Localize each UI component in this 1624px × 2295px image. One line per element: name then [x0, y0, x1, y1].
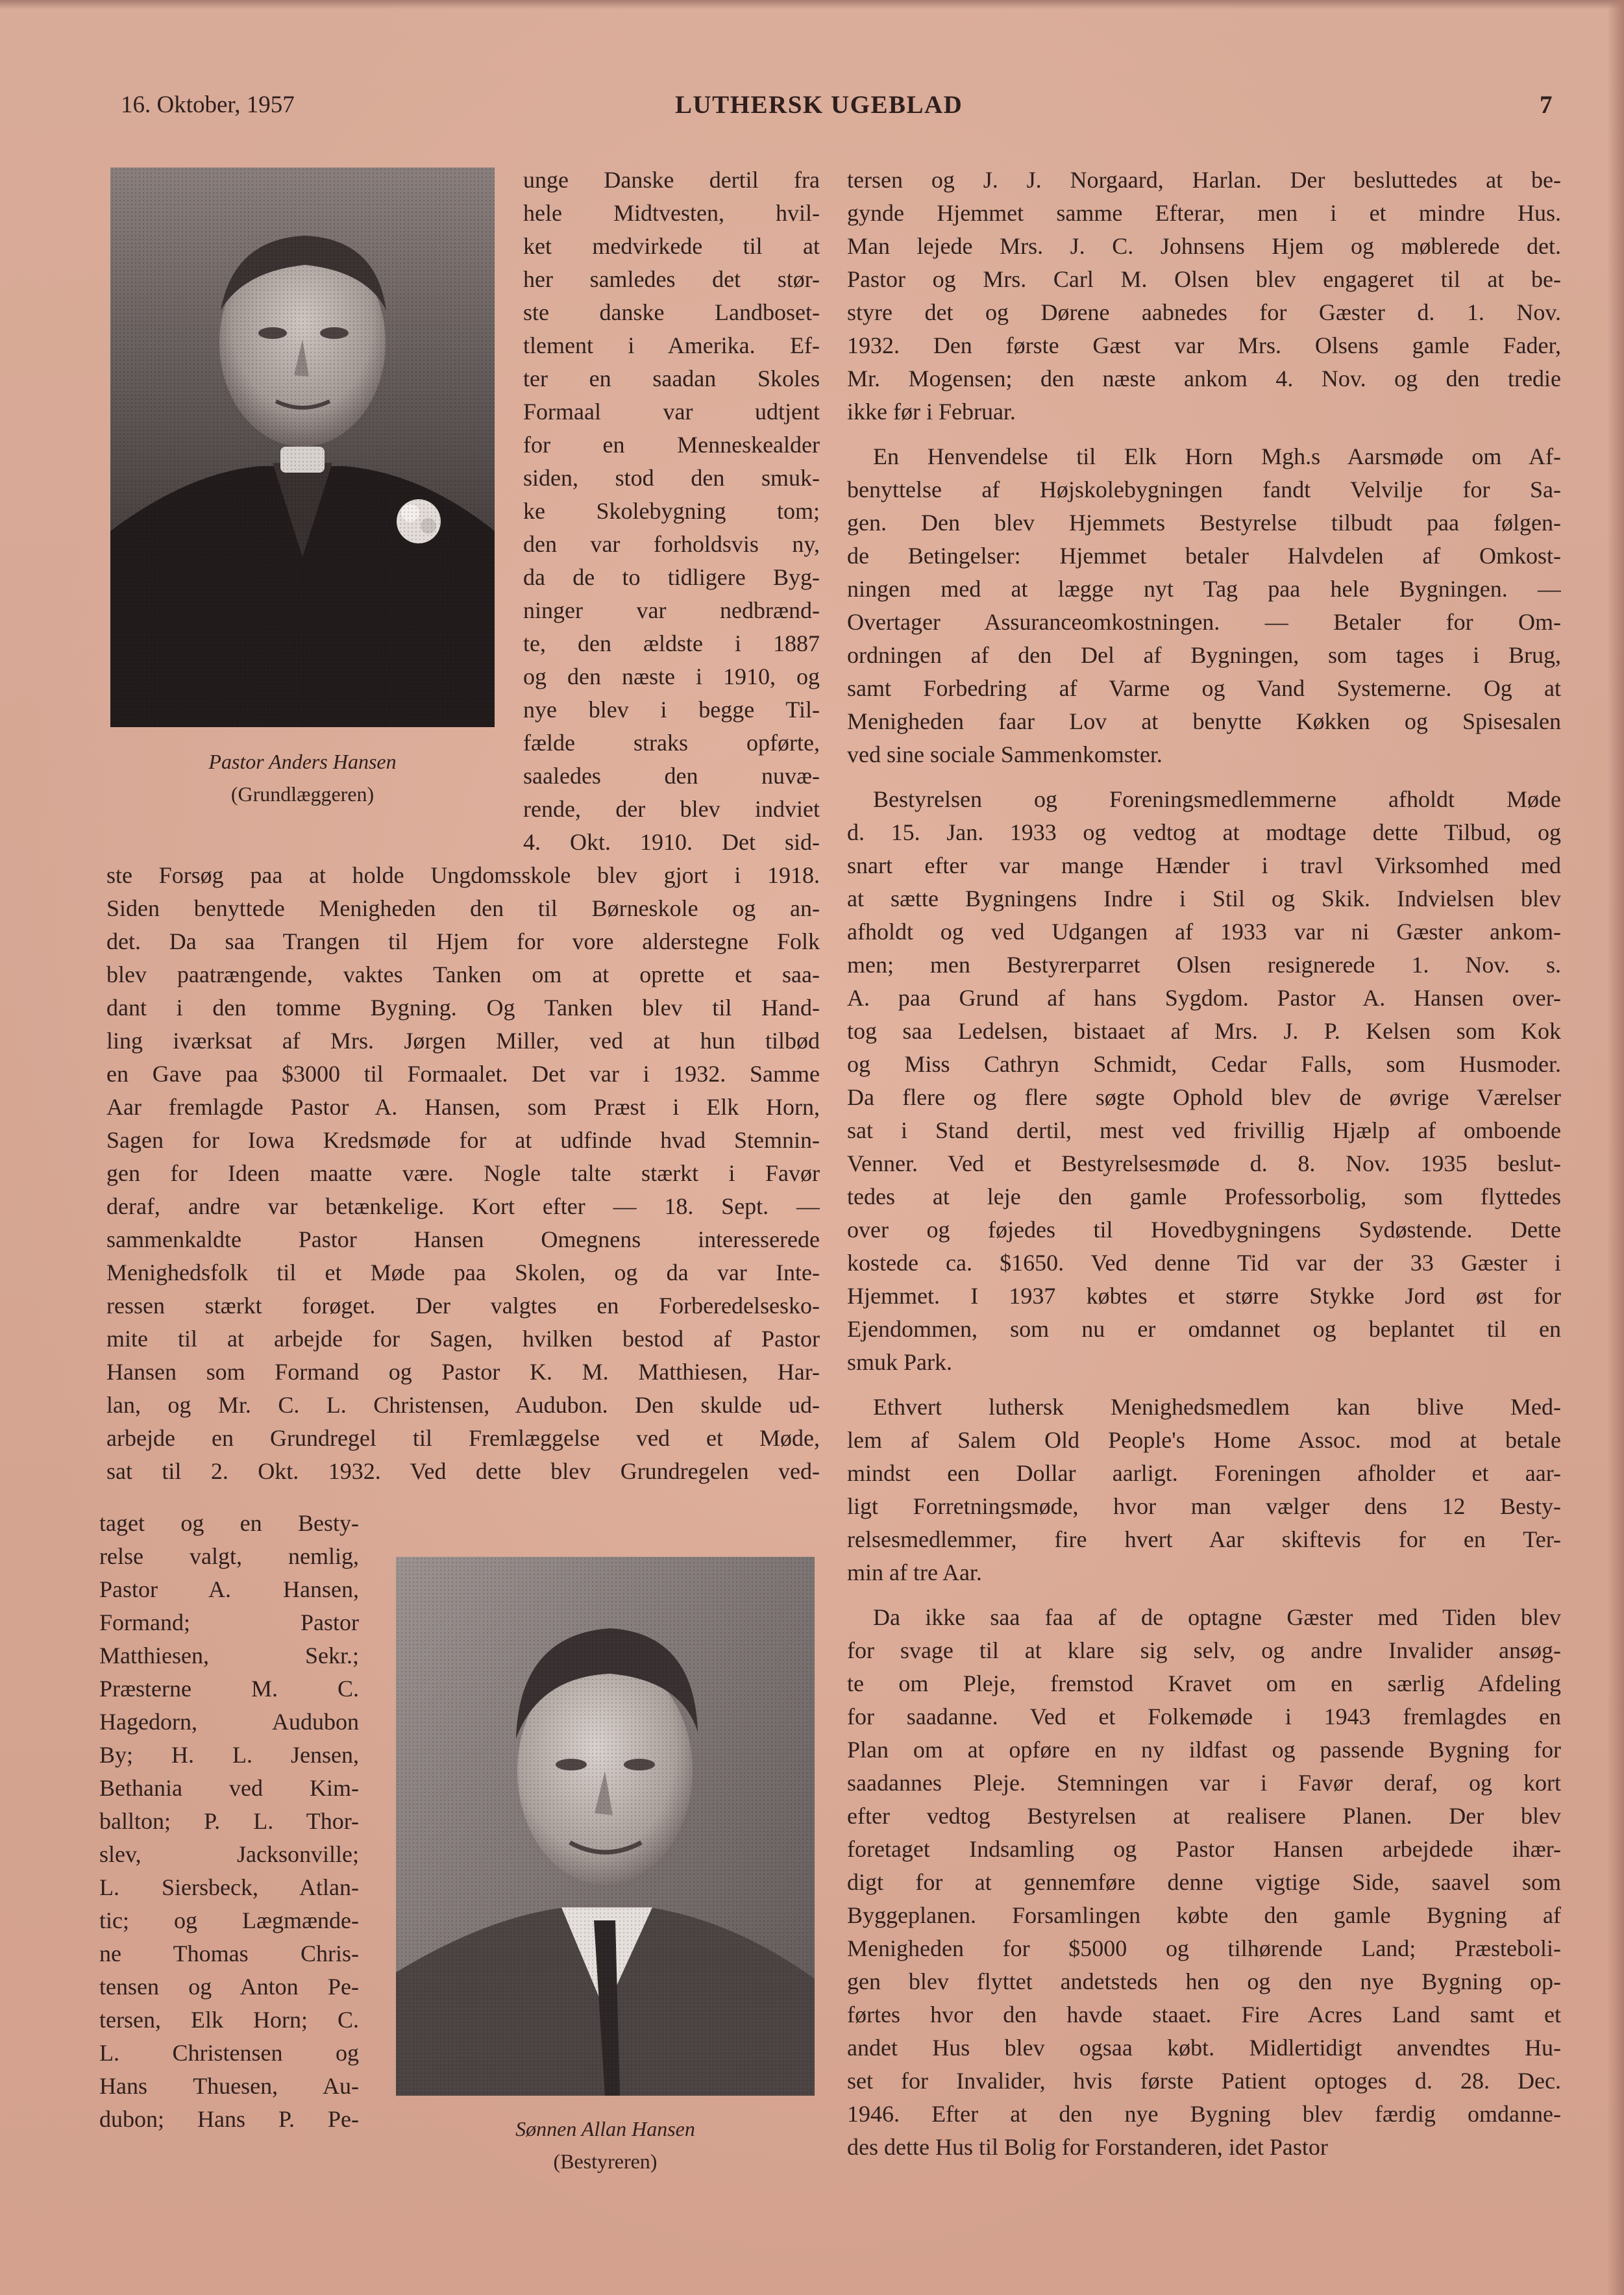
caption-role: (Bestyreren)	[553, 2150, 658, 2173]
portrait-anders-hansen-image	[110, 167, 495, 727]
paragraph	[847, 164, 1561, 428]
text-line: ligt Forretningsmøde, hvor man vælger dens 12 Besty-	[847, 1493, 1561, 1519]
text-line: tlement i Amerika. Ef-	[523, 332, 820, 358]
paragraph-gap	[847, 1589, 1561, 1601]
text-line: ordningen af den Del af Bygningen, som tages i Brug,	[847, 642, 1561, 668]
text-line: dant i den tomme Bygning. Og Tanken blev til Hand-	[106, 995, 820, 1021]
text-line: saaledes den nuvæ-	[523, 763, 820, 789]
text-line: blev paatrængende, vaktes Tanken om at oprette et saa-	[106, 961, 820, 987]
photo-caption-anders-hansen	[110, 745, 495, 810]
text-line: ikke før i Februar.	[847, 399, 1016, 425]
text-line: tersen og J. J. Norgaard, Harlan. Der besluttedes at be-	[847, 167, 1561, 193]
text-line: da de to tidligere Byg-	[523, 564, 820, 590]
text-line: Menigheden faar Lov at benytte Køkken og Spisesalen	[847, 708, 1561, 734]
text-line: relse valgt, nemlig,	[99, 1543, 359, 1569]
text-line: tog saa Ledelsen, bistaaet af Mrs. J. P. Kelsen som Kok	[847, 1018, 1561, 1044]
text-line: Byggeplanen. Forsamlingen købte den gamle Bygning af	[847, 1902, 1561, 1928]
portrait-photo-allan-hansen	[396, 1557, 815, 2096]
text-line: at sætte Bygningens Indre i Stil og Skik. Indvielsen blev	[847, 886, 1561, 912]
text-line: tensen og Anton Pe-	[99, 1974, 359, 2000]
text-line: ressen stærkt forøget. Der valgtes en Forberedelsesko-	[106, 1293, 820, 1319]
text-line: sat til 2. Okt. 1932. Ved dette blev Grundregelen ved-	[106, 1458, 820, 1484]
text-line: og den næste i 1910, og	[523, 664, 820, 689]
text-line: sammenkaldte Pastor Hansen Omegnens interesserede	[106, 1226, 820, 1252]
text-line: Sagen for Iowa Kredsmøde for at udfinde hvad Stemnin-	[106, 1127, 820, 1153]
text-line: slev, Jacksonville;	[99, 1841, 359, 1867]
text-line: sat i Stand dertil, mest ved frivillig Hjælp af omboende	[847, 1117, 1561, 1143]
text-line: 4. Okt. 1910. Det sid-	[523, 829, 820, 855]
publication-title: LUTHERSK UGEBLAD	[675, 91, 963, 119]
text-line: tersen, Elk Horn; C.	[99, 2007, 359, 2033]
text-line: Hagedorn, Audubon	[99, 1709, 359, 1735]
text-line: fælde straks opførte,	[523, 730, 820, 756]
text-line: ter en saadan Skoles	[523, 366, 820, 391]
text-line: efter vedtog Bestyrelsen at realisere Planen. Der blev	[847, 1803, 1561, 1829]
paragraph	[847, 1391, 1561, 1589]
paragraph	[847, 783, 1561, 1379]
text-line: den var forholdsvis ny,	[523, 531, 820, 557]
text-line: tic; og Lægmænde-	[99, 1907, 359, 1933]
text-line: ballton; P. L. Thor-	[99, 1808, 359, 1834]
paragraph-gap	[847, 771, 1561, 783]
text-line: gen. Den blev Hjemmets Bestyrelse tilbudt paa følgen-	[847, 510, 1561, 536]
page-number: 7	[1540, 91, 1553, 119]
text-line: Mr. Mogensen; den næste ankom 4. Nov. og den tredie	[847, 366, 1561, 391]
text-line: Hans Thuesen, Au-	[99, 2073, 359, 2099]
text-line: siden, stod den smuk-	[523, 465, 820, 491]
text-line: Pastor og Mrs. Carl M. Olsen blev engageret til at be-	[847, 266, 1561, 292]
text-line: og Miss Cathryn Schmidt, Cedar Falls, som Husmoder.	[847, 1051, 1561, 1077]
text-line: min af tre Aar.	[847, 1559, 982, 1585]
right-column-article	[847, 164, 1561, 2164]
text-line: ninger var nedbrænd-	[523, 597, 820, 623]
text-line: mindst een Dollar aarligt. Foreningen afholder et aar-	[847, 1460, 1561, 1486]
text-line: te om Pleje, fremstod Kravet om en særlig Afdeling	[847, 1670, 1561, 1696]
text-line: Hjemmet. I 1937 købtes et større Stykke Jord øst for	[847, 1283, 1561, 1309]
text-line: Matthiesen, Sekr.;	[99, 1643, 359, 1669]
paragraph-gap	[847, 1379, 1561, 1391]
text-line: set for Invalider, hvis første Patient optoges d. 28. Dec.	[847, 2068, 1561, 2094]
text-line: 1946. Efter at den nye Bygning blev færdig omdanne-	[847, 2101, 1561, 2127]
text-line: hele Midtvesten, hvil-	[523, 200, 820, 226]
text-line: Man lejede Mrs. J. C. Johnsens Hjem og møblerede det.	[847, 233, 1561, 259]
text-line: d. 15. Jan. 1933 og vedtog at modtage dette Tilbud, og	[847, 819, 1561, 845]
text-line: Menigheden for $5000 og tilhørende Land; Præsteboli-	[847, 1935, 1561, 1961]
text-line: En Henvendelse til Elk Horn Mgh.s Aarsmøde om Af-	[873, 443, 1561, 469]
caption-name: Pastor Anders Hansen	[208, 750, 397, 773]
text-line: Plan om at opføre en ny ildfast og passende Bygning for	[847, 1737, 1561, 1763]
text-line: ved sine sociale Sammenkomster.	[847, 741, 1163, 767]
text-line: ne Thomas Chris-	[99, 1941, 359, 1966]
text-line: ke Skolebygning tom;	[523, 498, 820, 524]
text-line: dubon; Hans P. Pe-	[99, 2106, 359, 2132]
text-line: L. Christensen og	[99, 2040, 359, 2066]
text-line: deraf, andre var betænkelige. Kort efter — 18. Sept. —	[106, 1193, 820, 1219]
left-column-beside-photo-2	[99, 1507, 359, 2136]
text-line: andet Hus blev ogsaa købt. Midlertidigt anvendtes Hu-	[847, 2035, 1561, 2061]
caption-name: Sønnen Allan Hansen	[515, 2117, 695, 2140]
text-line: Siden benyttede Menigheden den til Børneskole og an-	[106, 895, 820, 921]
text-line: Formand; Pastor	[99, 1609, 359, 1635]
text-line: ste danske Landboset-	[523, 299, 820, 325]
page-edge-shadow	[1607, 0, 1624, 2295]
text-line: Da ikke saa faa af de optagne Gæster med Tiden blev	[873, 1604, 1561, 1630]
text-line: te, den ældste i 1887	[523, 630, 820, 656]
text-line: kostede ca. $1650. Ved denne Tid var der 33 Gæster i	[847, 1250, 1561, 1276]
text-line: Præsterne M. C.	[99, 1676, 359, 1702]
page-fold-shadow	[0, 0, 1624, 9]
text-line: Menighedsfolk til et Møde paa Skolen, og da var Inte-	[106, 1259, 820, 1285]
text-line: benyttelse af Højskolebygningen fandt Velvilje for Sa-	[847, 477, 1561, 502]
text-line: By; H. L. Jensen,	[99, 1742, 359, 1768]
portrait-allan-hansen-image	[396, 1557, 815, 2096]
text-line: samt Forbedring af Varme og Vand Systemerne. Og at	[847, 675, 1561, 701]
text-line: her samledes det stør-	[523, 266, 820, 292]
text-line: arbejde en Grundregel til Fremlæggelse ved et Møde,	[106, 1425, 820, 1451]
text-line: afholdt og ved Udgangen af 1933 var ni Gæster ankom-	[847, 919, 1561, 945]
text-line: nye blev i begge Til-	[523, 697, 820, 723]
text-line: ningen med at lægge nyt Tag paa hele Bygningen. —	[847, 576, 1561, 602]
text-line: saadannes Pleje. Stemningen var i Favør deraf, og kort	[847, 1770, 1561, 1796]
text-line: tedes at leje den gamle Professorbolig, som flyttedes	[847, 1184, 1561, 1210]
text-line: rende, der blev indviet	[523, 796, 820, 822]
text-line: de Betingelser: Hjemmet betaler Halvdelen af Omkost-	[847, 543, 1561, 569]
text-line: Hansen som Formand og Pastor K. M. Matthiesen, Har-	[106, 1359, 820, 1385]
text-line: Ethvert luthersk Menighedsmedlem kan blive Med-	[873, 1394, 1561, 1420]
left-column-full-width	[106, 859, 820, 1488]
text-line: L. Siersbeck, Atlan-	[99, 1874, 359, 1900]
text-line: lan, og Mr. C. L. Christensen, Audubon. Den skulde ud-	[106, 1392, 820, 1418]
text-line: ket medvirkede til at	[523, 233, 820, 259]
text-line: A. paa Grund af hans Sygdom. Pastor A. Hansen over-	[847, 985, 1561, 1011]
text-line: gen blev flyttet andetsteds hen og den nye Bygning op-	[847, 1968, 1561, 1994]
text-line: for en Menneskealder	[523, 432, 820, 458]
text-line: 1932. Den første Gæst var Mrs. Olsens gamle Fader,	[847, 332, 1561, 358]
text-line: Overtager Assuranceomkostningen. — Betaler for Om-	[847, 609, 1561, 635]
text-line: taget og en Besty-	[99, 1510, 359, 1536]
paragraph	[847, 440, 1561, 771]
text-line: smuk Park.	[847, 1349, 952, 1375]
text-line: det. Da saa Trangen til Hjem for vore alderstegne Folk	[106, 928, 820, 954]
paragraph-gap	[847, 428, 1561, 440]
text-line: lem af Salem Old People's Home Assoc. mod at betale	[847, 1427, 1561, 1453]
text-line: gen for Ideen maatte være. Nogle talte stærkt i Favør	[106, 1160, 820, 1186]
text-line: relsesmedlemmer, fire hvert Aar skiftevis for en Ter-	[847, 1526, 1561, 1552]
text-line: men; men Bestyrerparret Olsen resignerede 1. Nov. s.	[847, 952, 1561, 978]
left-column-beside-photo-1	[523, 164, 820, 859]
text-line: over og føjedes til Hovedbygningens Sydøstende. Dette	[847, 1217, 1561, 1243]
text-line: ste Forsøg paa at holde Ungdomsskole blev gjort i 1918.	[106, 862, 820, 888]
text-line: unge Danske dertil fra	[523, 167, 820, 193]
text-line: for svage til at klare sig selv, og andre Invalider ansøg-	[847, 1637, 1561, 1663]
paragraph	[847, 1601, 1561, 2164]
text-line: Formaal var udtjent	[523, 399, 820, 425]
text-line: førtes hvor den havde staaet. Fire Acres Land samt et	[847, 2002, 1561, 2028]
text-line: for saadanne. Ved et Folkemøde i 1943 fremlagdes en	[847, 1704, 1561, 1730]
text-line: Da flere og flere søgte Ophold blev de øvrige Værelser	[847, 1084, 1561, 1110]
text-line: foretaget Indsamling og Pastor Hansen arbejdede ihær-	[847, 1836, 1561, 1862]
text-line: gynde Hjemmet samme Efterar, men i et mindre Hus.	[847, 200, 1561, 226]
text-line: mite til at arbejde for Sagen, hvilken bestod af Pastor	[106, 1326, 820, 1352]
text-line: Ejendommen, som nu er omdannet og beplantet til en	[847, 1316, 1561, 1342]
text-line: Venner. Ved et Bestyrelsesmøde d. 8. Nov. 1935 beslut-	[847, 1150, 1561, 1176]
text-line: digt for at gennemføre denne vigtige Side, saavel som	[847, 1869, 1561, 1895]
text-line: en Gave paa $3000 til Formaalet. Det var i 1932. Samme	[106, 1061, 820, 1087]
issue-date: 16. Oktober, 1957	[121, 92, 295, 118]
text-line: styre det og Dørene aabnedes for Gæster d. 1. Nov.	[847, 299, 1561, 325]
photo-caption-allan-hansen	[396, 2113, 815, 2177]
text-line: des dette Hus til Bolig for Forstanderen, idet Pastor	[847, 2134, 1328, 2160]
text-line: Pastor A. Hansen,	[99, 1576, 359, 1602]
text-line: snart efter var mange Hænder i travl Virksomhed med	[847, 852, 1561, 878]
text-line: Bethania ved Kim-	[99, 1775, 359, 1801]
text-line: Aar fremlagde Pastor A. Hansen, som Præst i Elk Horn,	[106, 1094, 820, 1120]
caption-role: (Grundlæggeren)	[230, 782, 375, 806]
text-line: ling iværksat af Mrs. Jørgen Miller, ved at hun tilbød	[106, 1028, 820, 1054]
text-line: Bestyrelsen og Foreningsmedlemmerne afholdt Møde	[873, 786, 1561, 812]
portrait-photo-anders-hansen	[110, 167, 495, 727]
